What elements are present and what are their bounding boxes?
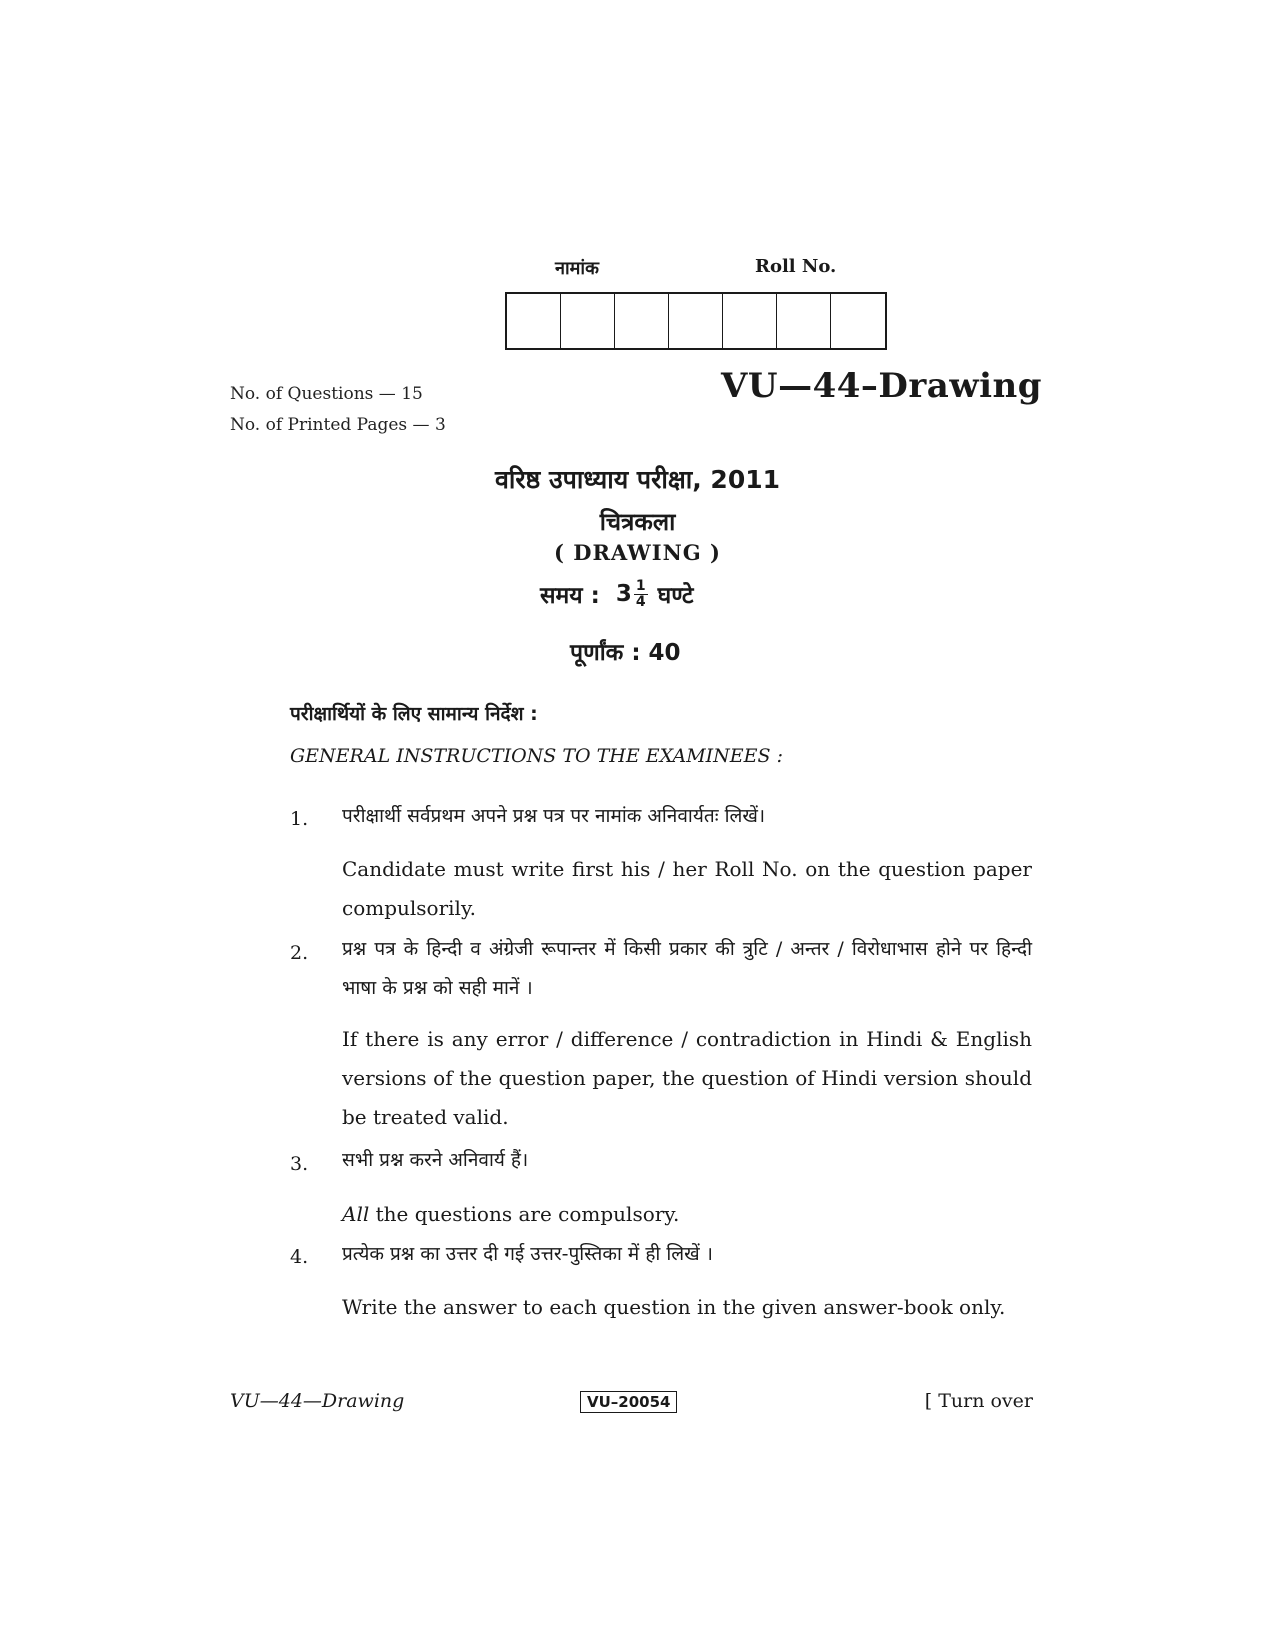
instruction-number: 2. (290, 942, 309, 964)
roll-number-boxes (505, 292, 887, 350)
footer-paper-id: VU–20054 (580, 1391, 677, 1413)
instruction-hindi: प्रश्न पत्र के हिन्दी व अंग्रेजी रूपान्तर में किसी प्रकार की त्रुटि / अन्तर / विरोधाभास होने पर हिन्दी भाषा के प्रश्न को सही मानें । (342, 938, 1032, 999)
instruction-english: Write the answer to each question in the given answer-book only. (342, 1295, 1006, 1319)
instruction-number: 3. (290, 1153, 309, 1175)
instruction-english (342, 1195, 1032, 1234)
instruction-hindi: परीक्षार्थी सर्वप्रथम अपने प्रश्न पत्र पर नामांक अनिवार्यतः लिखें। (342, 805, 766, 827)
instruction-number: 4. (290, 1246, 309, 1268)
roll-number-box (723, 294, 777, 348)
time-fraction-denominator: 4 (635, 593, 646, 610)
instructions-heading-hindi: परीक्षार्थियों के लिए सामान्य निर्देश : (290, 703, 538, 725)
roll-number-label-english: Roll No. (755, 256, 837, 277)
footer-turn-over: [ Turn over (924, 1390, 1033, 1412)
instruction-english: If there is any error / difference / contradiction in Hindi & English versions of the question paper, the question of Hindi version should be treated valid. (342, 1027, 1032, 1129)
subject-english: ( DRAWING ) (554, 540, 721, 565)
maximum-marks: पूर्णांक : 40 (570, 640, 681, 666)
roll-number-box (615, 294, 669, 348)
time-whole: 3 (615, 581, 632, 607)
number-of-questions: No. of Questions — 15 (230, 384, 423, 404)
instruction-english-emphasis: All (342, 1202, 370, 1226)
time-fraction-numerator: 1 (635, 577, 646, 594)
subject-hindi: चित्रकला (599, 508, 676, 536)
instruction-hindi: प्रत्येक प्रश्न का उत्तर दी गई उत्तर-पुस्तिका में ही लिखें । (342, 1243, 713, 1265)
time-fraction (634, 579, 648, 610)
number-of-printed-pages: No. of Printed Pages — 3 (230, 415, 446, 435)
instruction-english-rest: the questions are compulsory. (369, 1202, 680, 1226)
roll-number-box (831, 294, 885, 348)
paper-code: VU—44–Drawing (721, 366, 1042, 406)
time-allowed (540, 578, 693, 610)
instruction-hindi: सभी प्रश्न करने अनिवार्य हैं। (342, 1149, 529, 1171)
roll-number-label-hindi: नामांक (555, 258, 599, 279)
roll-number-box (561, 294, 615, 348)
footer-paper-code: VU—44—Drawing (230, 1390, 405, 1412)
instruction-english: Candidate must write first his / her Roll No. on the question paper compulsorily. (342, 857, 1032, 920)
roll-number-box (777, 294, 831, 348)
exam-title: वरिष्ठ उपाध्याय परीक्षा, 2011 (494, 465, 781, 494)
instruction-number: 1. (290, 808, 309, 830)
time-label: समय : (540, 583, 600, 609)
instructions-heading-english: GENERAL INSTRUCTIONS TO THE EXAMINEES : (290, 745, 783, 767)
time-unit: घण्टे (657, 583, 694, 609)
roll-number-box (507, 294, 561, 348)
roll-number-box (669, 294, 723, 348)
